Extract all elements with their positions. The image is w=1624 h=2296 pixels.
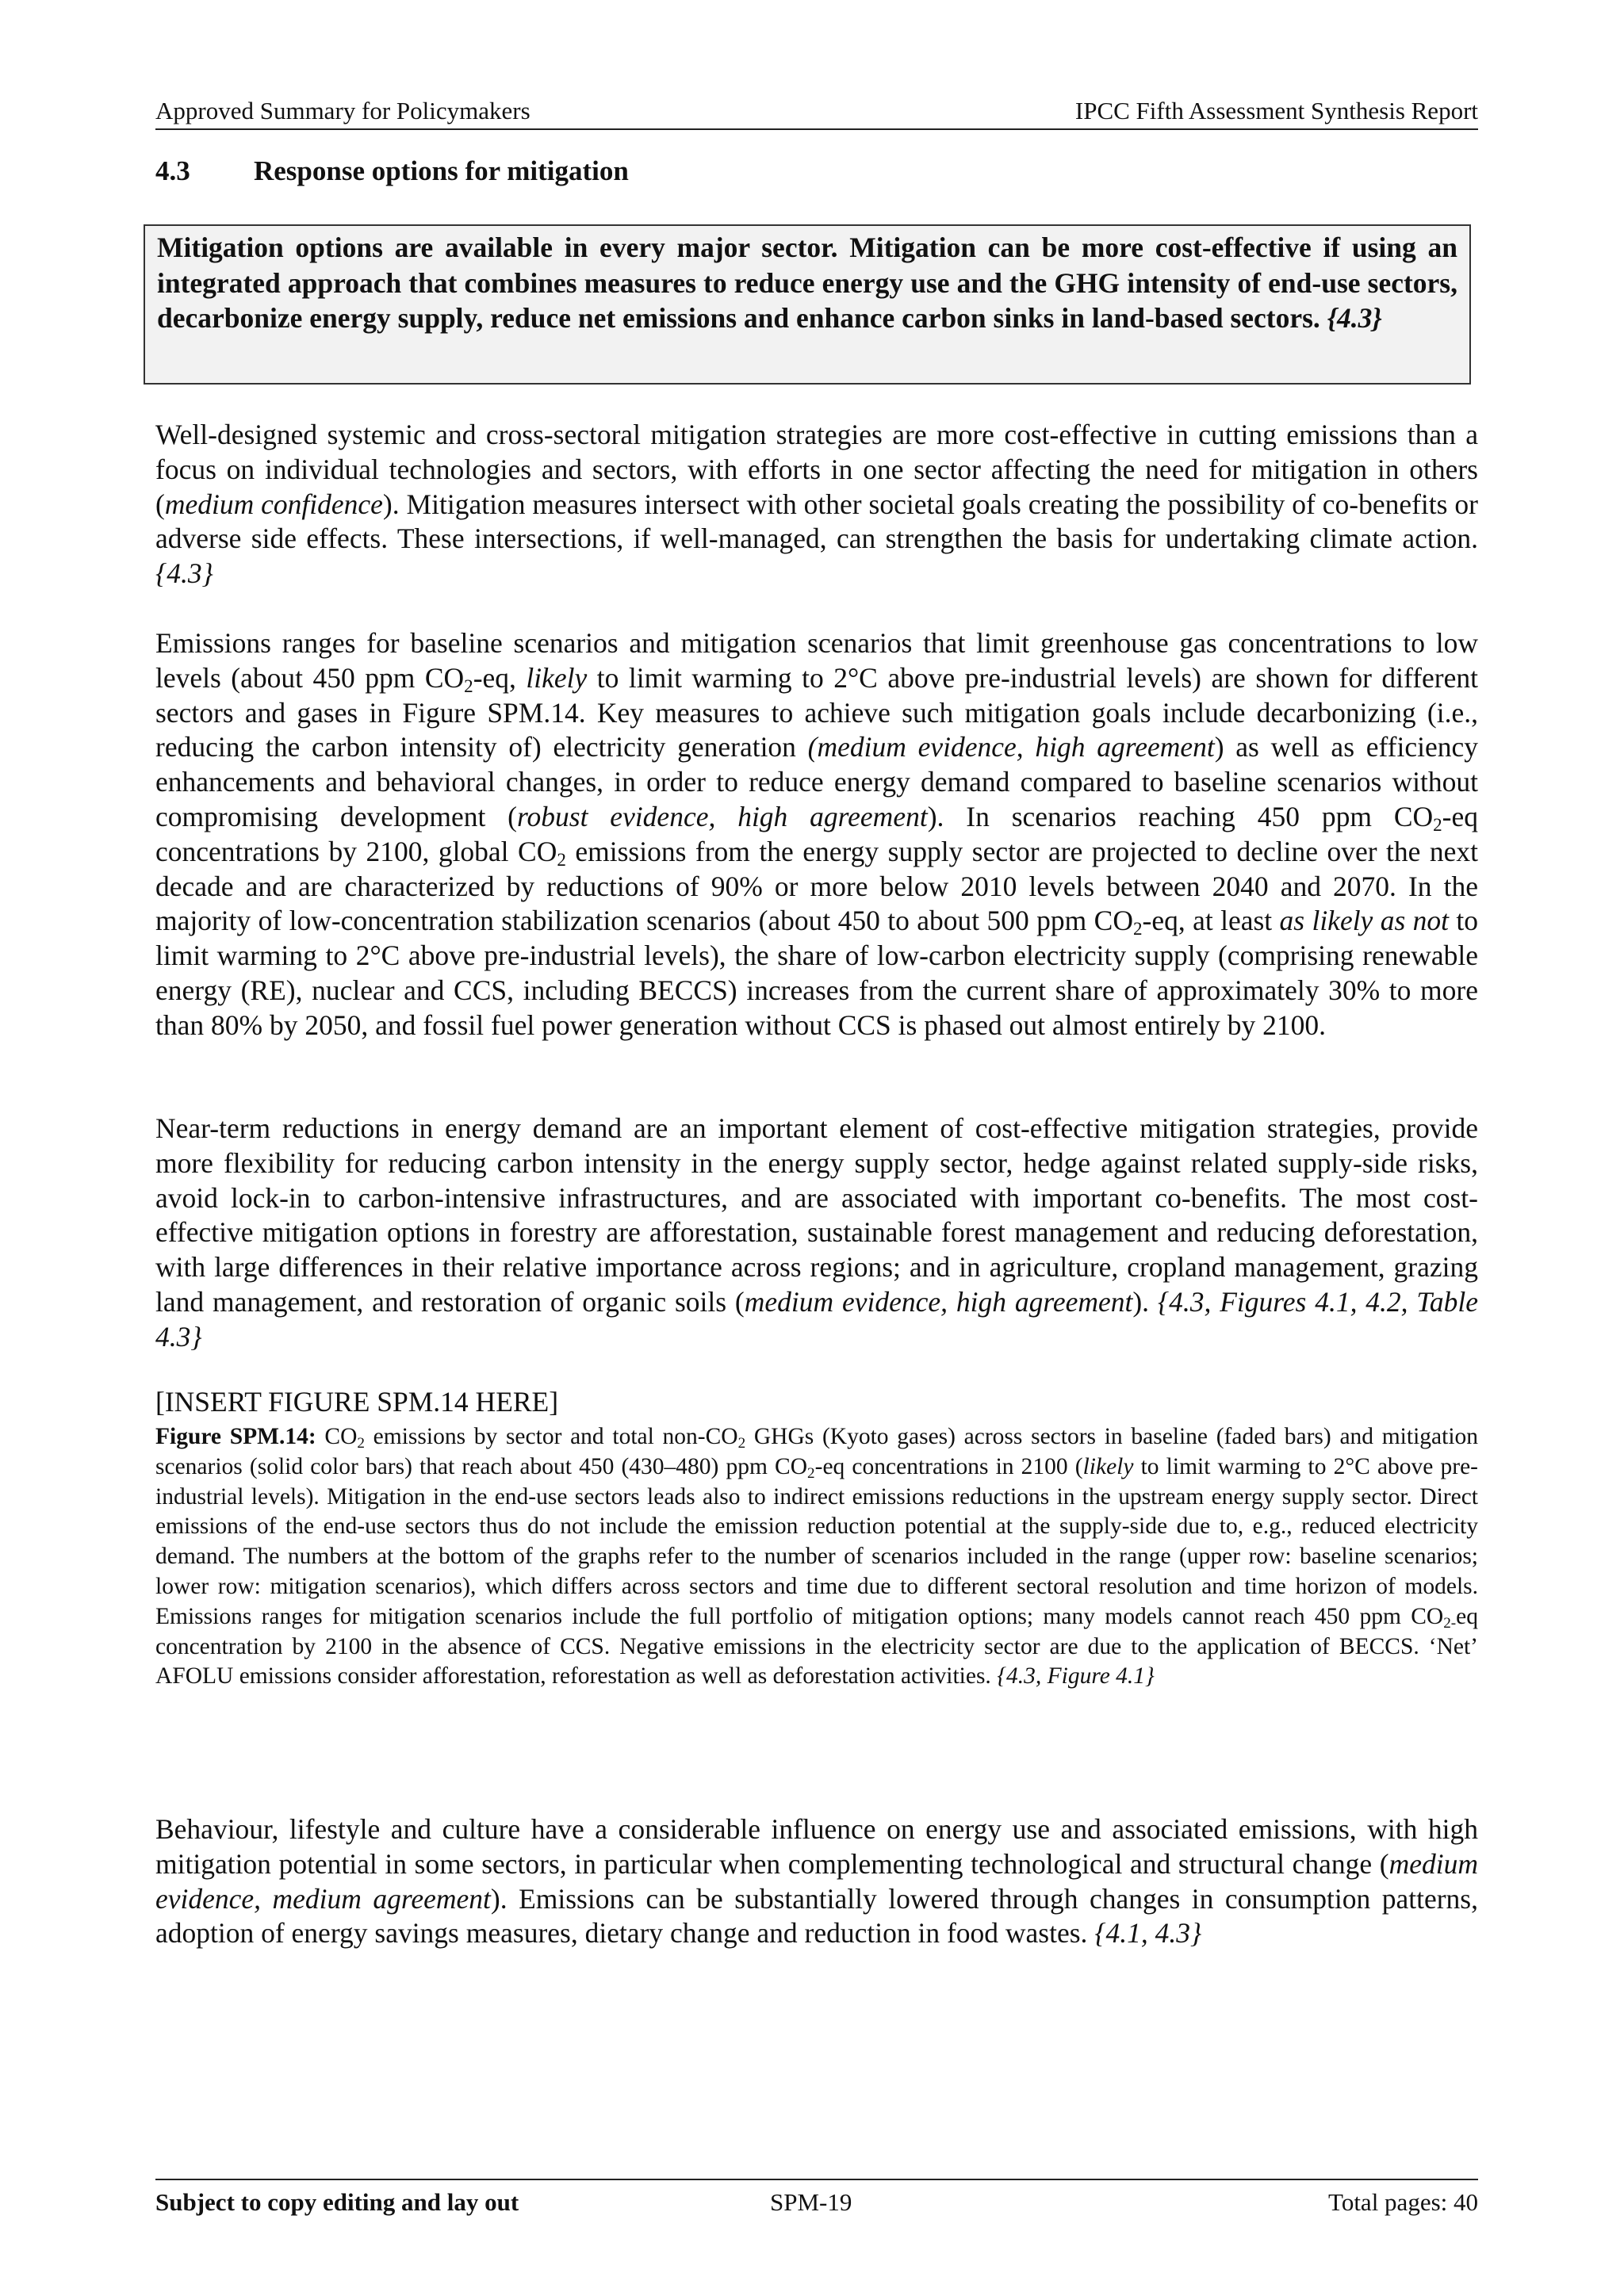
subscript: 2 [737, 1434, 746, 1452]
section-heading [155, 155, 629, 187]
para4-text-a: Behaviour, lifestyle and culture have a considerable influence on energy use and associated emissions, with high mitigation potential in some sectors, in particular when complementing technological and structural change ( [155, 1813, 1478, 1880]
caption-text: eq concentration by 2100 in the absence of CCS. Negative emissions in the electricity sector are due to the application of BECCS. ‘Net’ AFOLU emissions consider afforestation, reforestation as well as deforestation activities. [155, 1603, 1478, 1689]
para1-ref: {4.3} [155, 557, 213, 590]
subscript: 2 [1132, 918, 1143, 939]
para2-emph: robust evidence, high agreement [517, 800, 928, 832]
para3-text-c: ). [1132, 1285, 1158, 1318]
subscript: 2 [807, 1464, 815, 1482]
subscript: 2 [557, 848, 566, 870]
caption-emph: likely [1082, 1453, 1134, 1479]
paragraph-1 [155, 418, 1478, 591]
subscript: 2 [464, 675, 473, 696]
key-finding-box [144, 224, 1471, 385]
para3-text-a: Near-term reductions in energy demand are an important element of cost-effective mitigation strategies, provide more flexibility for reducing carbon intensity in the energy supply sector, hedge against related supply-side risks, avoid lock-in to carbon-intensive infrastructures, and are associated with important co-benefits. The most cost-effective mitigation options in forestry are afforestation, sustainable forest management and reducing deforestation, with large differences in their relative importance across regions; and in agriculture, cropland management, grazing land management, and restoration of organic soils ( [155, 1112, 1478, 1318]
key-finding-ref: {4.3} [1327, 302, 1382, 334]
para1-text-c: ). Mitigation measures intersect with other societal goals creating the possibility of co-benefits or adverse side effects. These intersections, if well-managed, can strengthen the basis for undertaking climate action. [155, 488, 1478, 555]
para3-emph: medium evidence, high agreement [744, 1285, 1133, 1318]
section-number: 4.3 [155, 155, 190, 186]
total-pages: Total pages: 40 [1328, 2188, 1478, 2216]
insert-figure-placeholder: [INSERT FIGURE SPM.14 HERE] [155, 1386, 559, 1418]
key-finding-text: Mitigation options are available in every major sector. Mitigation can be more cost-effective if using an integrated approach that combines measures to reduce energy use and the GHG intensity of end-use sectors, decarbonize energy supply, reduce net emissions and enhance carbon sinks in land-based sectors. [157, 232, 1457, 334]
para4-text-c: ). Emissions can be substantially lowered through changes in consumption patterns, adoption of energy savings measures, dietary change and reduction in food wastes. [155, 1882, 1478, 1950]
paragraph-4 [155, 1812, 1478, 1951]
header-right: IPCC Fifth Assessment Synthesis Report [1074, 97, 1478, 124]
caption-label: Figure SPM.14: [155, 1424, 316, 1449]
header-left: Approved Summary for Policymakers [155, 97, 530, 124]
para2-text: emissions from the energy supply sector are projected to decline over the next decade and are characterized by reductions of 90% or more below 2010 levels between 2040 and 2070. In the majority of low-concentration stabilization scenarios (about 450 to about 500 ppm CO [155, 835, 1478, 937]
para2-emph: as likely as not [1279, 905, 1449, 937]
para1-emph: medium confidence [164, 488, 383, 520]
page-header [155, 97, 1478, 130]
para2-emph: likely [526, 661, 588, 694]
page-number: SPM-19 [770, 2188, 852, 2216]
subscript: 2 [1433, 813, 1442, 835]
para2-text: -eq, at least [1142, 905, 1280, 937]
para2-text: to limit warming to 2°C above pre-industrial levels), the share of low-carbon electricity supply (comprising renewable energy (RE), nuclear and CCS, including BECCS) increases from the current share of approximately 30% to more than 80% by 2050, and fossil fuel power generation without CCS is phased out almost entirely by 2100. [155, 905, 1478, 1041]
para2-text: ) as well as efficiency enhancements and behavioral changes, in order to reduce energy demand compared to baseline scenarios without compromising development ( [155, 731, 1478, 832]
caption-text: CO [316, 1424, 358, 1449]
subscript: 2 [357, 1434, 365, 1452]
caption-text: emissions by sector and total non-CO [364, 1424, 738, 1449]
para2-text: -eq concentrations by 2100, global CO [155, 800, 1479, 867]
paragraph-2 [155, 626, 1478, 1043]
para4-emph: medium evidence, medium agreement [155, 1847, 1478, 1915]
para2-text: -eq, [473, 661, 527, 694]
figure-caption [155, 1422, 1478, 1692]
subscript: 2- [1443, 1614, 1457, 1632]
para3-ref: {4.3, Figures 4.1, 4.2, Table 4.3} [155, 1285, 1479, 1353]
para1-text-a: Well-designed systemic and cross-sectoral mitigation strategies are more cost-effective in cutting emissions than a focus on individual technologies and sectors, with efforts in one sector affecting the need for mitigation in others ( [155, 419, 1478, 520]
caption-text: to limit warming to 2°C above pre-industrial levels). Mitigation in the end-use sectors leads also to indirect emissions reductions in the upstream energy supply sector. Direct emissions of the end-use sectors thus do not include the emission reduction potential at the supply-side due to, e.g., reduced electricity demand. The numbers at the bottom of the graphs refer to the number of scenarios included in the range (upper row: baseline scenarios; lower row: mitigation scenarios), which differs across sectors and time due to different sectoral resolution and time horizon of models. Emissions ranges for mitigation scenarios include the full portfolio of mitigation options; many models cannot reach 450 ppm CO [155, 1453, 1479, 1629]
section-title: Response options for mitigation [254, 155, 629, 186]
footer-left: Subject to copy editing and lay out [155, 2188, 519, 2216]
para2-emph: (medium evidence, high agreement [807, 731, 1215, 763]
paragraph-3 [155, 1112, 1478, 1355]
page-footer [155, 2179, 1478, 2216]
para2-text: ). In scenarios reaching 450 ppm CO [927, 800, 1434, 832]
para4-ref: {4.1, 4.3} [1094, 1917, 1202, 1950]
caption-ref: {4.3, Figure 4.1} [997, 1663, 1155, 1689]
para2-text: Emissions ranges for baseline scenarios and mitigation scenarios that limit greenhouse gas concentrations to low levels (about 450 ppm CO [155, 627, 1478, 694]
para2-text: to limit warming to 2°C above pre-industrial levels) are shown for different sectors and gases in Figure SPM.14. Key measures to achieve such mitigation goals include decarbonizing (i.e., reducing the carbon intensity of) electricity generation [155, 661, 1478, 763]
caption-text: -eq concentrations in 2100 ( [814, 1453, 1083, 1479]
caption-text: GHGs (Kyoto gases) across sectors in baseline (faded bars) and mitigation scenarios (solid color bars) that reach about 450 (430–480) ppm CO [155, 1424, 1479, 1479]
